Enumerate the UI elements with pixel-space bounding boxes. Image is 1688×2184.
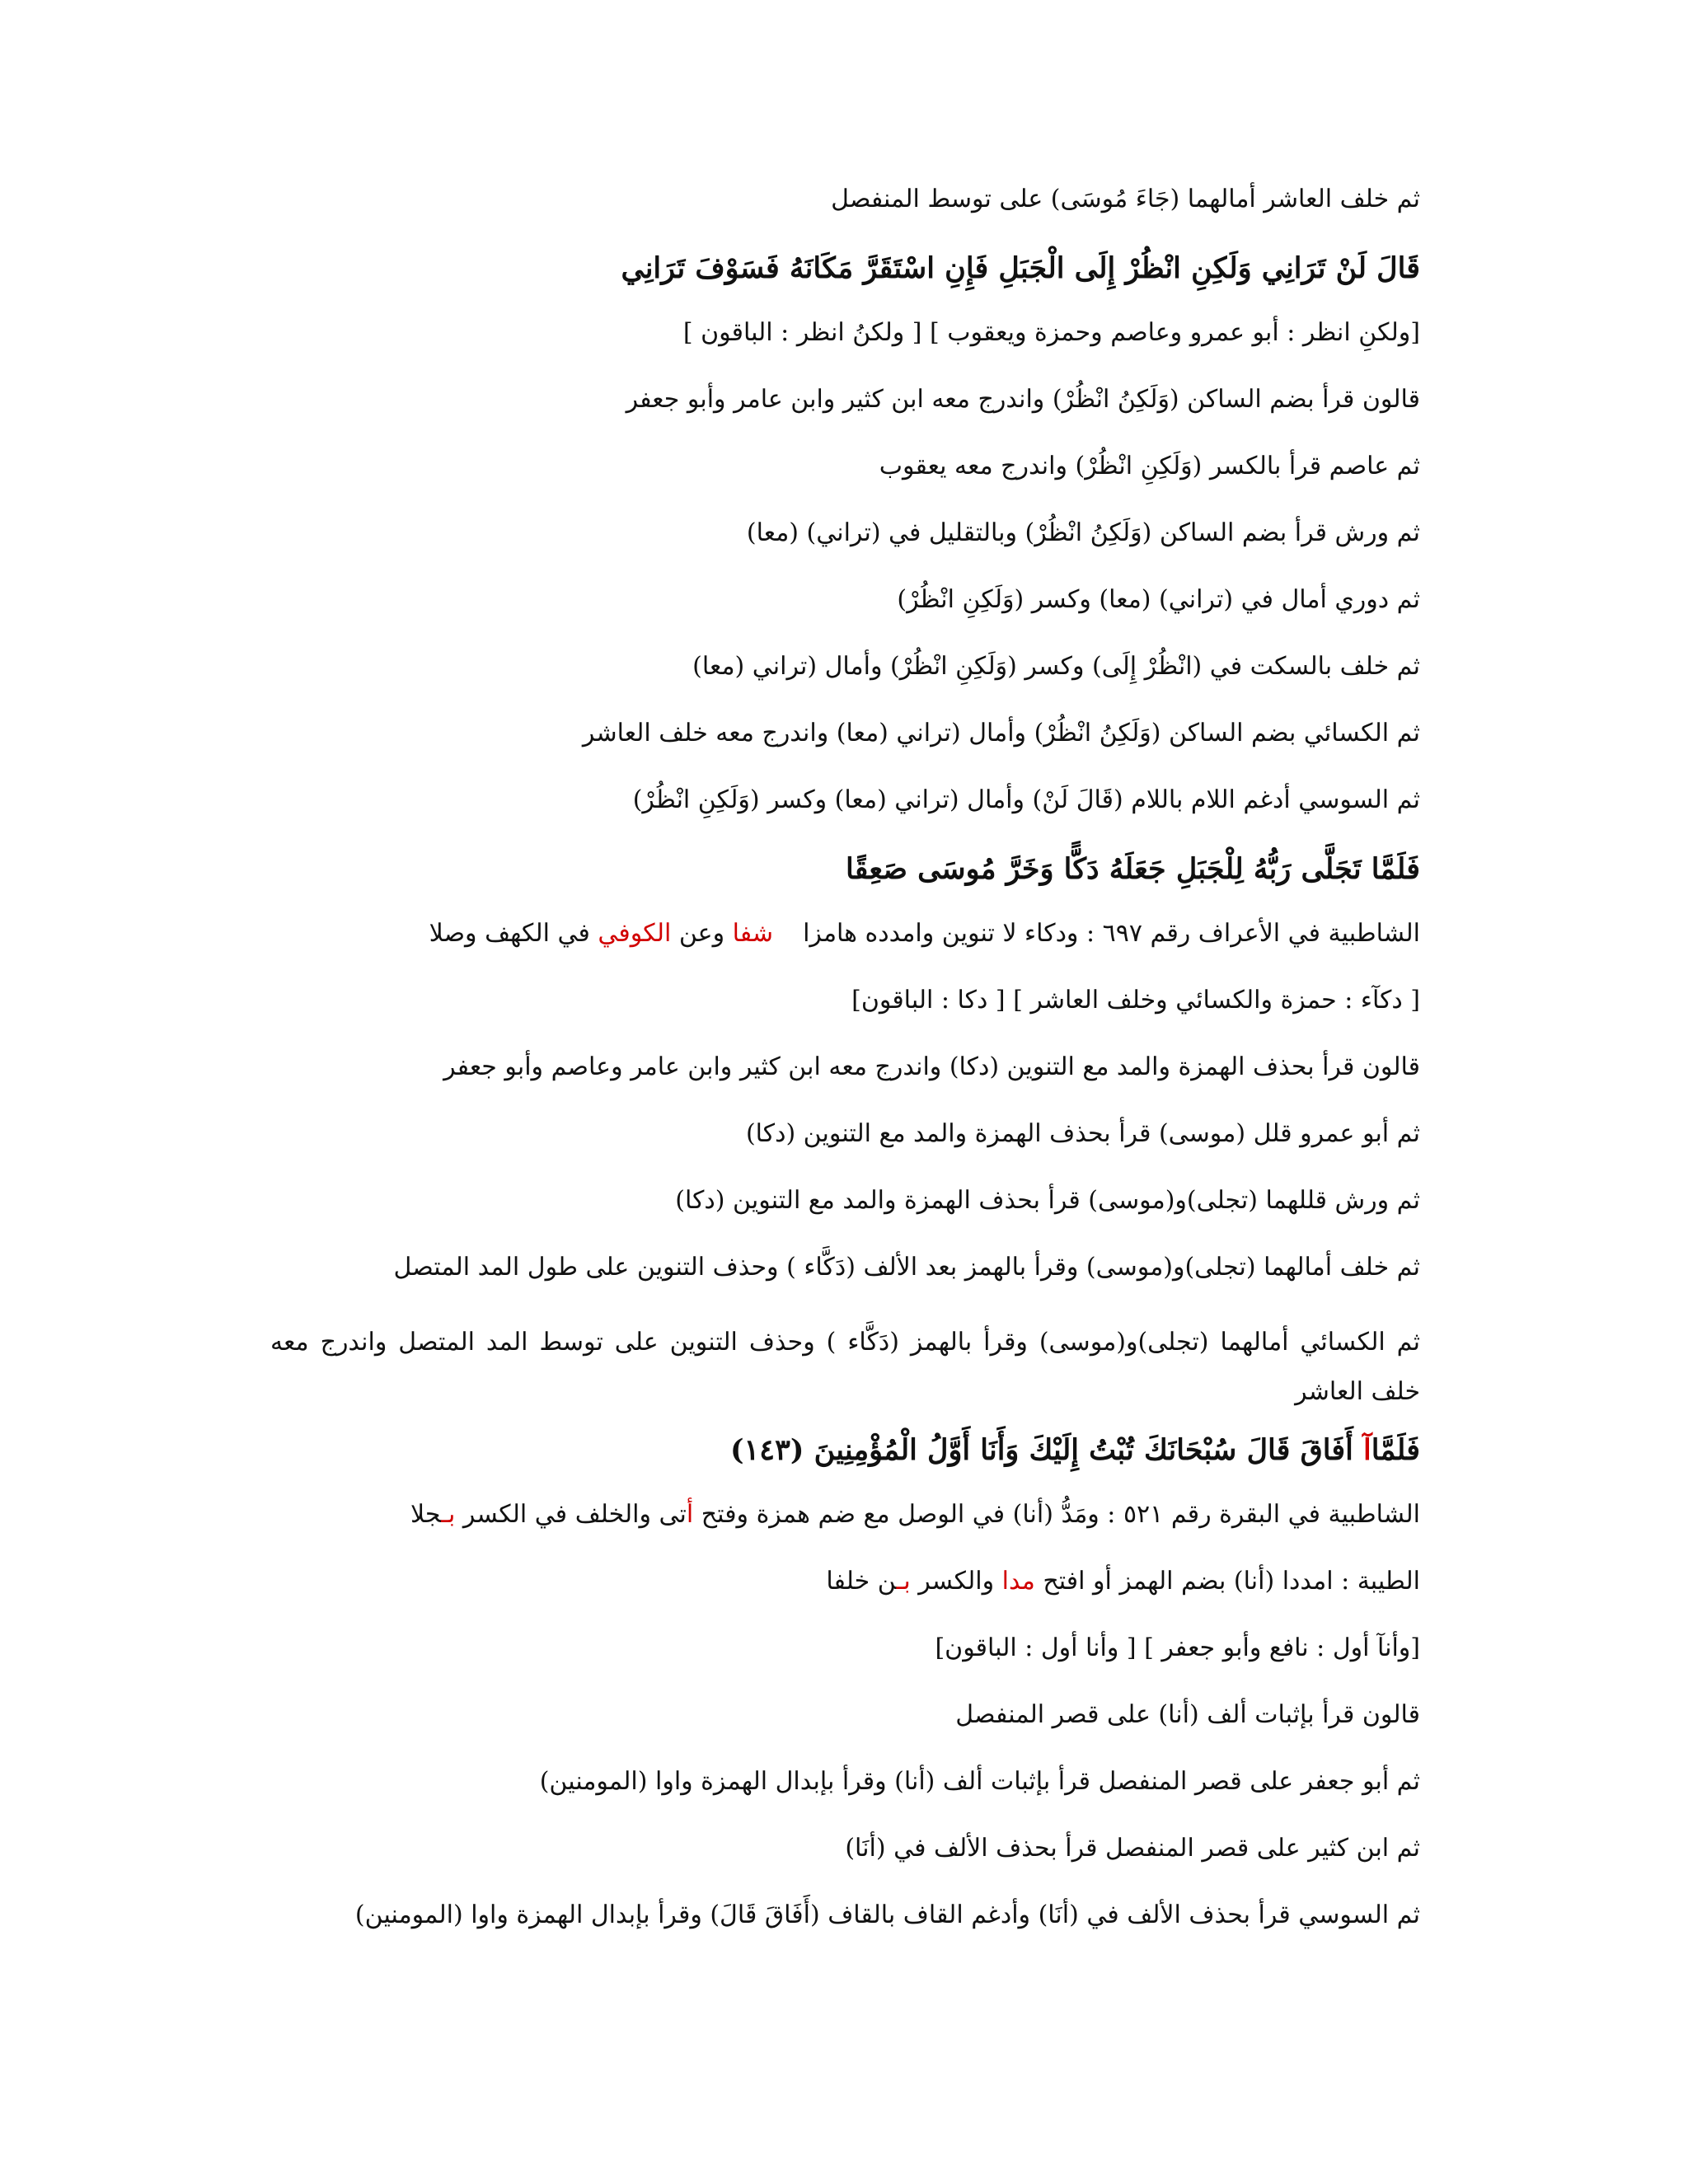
verse-text: فَلَمَّا xyxy=(1371,1433,1420,1467)
line-text: ثم أبو عمرو قلل (موسى) قرأ بحذف الهمزة والمد مع التنوين (دكا) xyxy=(745,1119,1420,1148)
line-text: ثم ورش قللهما (تجلى)و(موسى) قرأ بحذف الهمزة والمد مع التنوين (دكا) xyxy=(675,1186,1420,1215)
line-text: ثم خلف بالسكت في (انْظُرْ إِلَى) وكسر (وَلَكِنِ انْظُرْ) وأمال (تراني (معا) xyxy=(692,652,1420,681)
text-line xyxy=(270,717,1420,784)
text-line xyxy=(270,316,1420,383)
line-text: ثم أبو جعفر على قصر المنفصل قرأ بإثبات ألف (أنا) وقرأ بإبدال الهمزة واوا (المومنين) xyxy=(539,1767,1420,1796)
line-text: ثم دوري أمال في (تراني) (معا) وكسر (وَلَكِنِ انْظُرْ) xyxy=(897,585,1420,614)
line-text: قالون قرأ بحذف الهمزة والمد مع التنوين (دكا) واندرج معه ابن كثير وابن عامر وعاصم وأبو جعفر xyxy=(443,1052,1420,1081)
text-line xyxy=(270,517,1420,583)
line-text: ثم الكسائي أمالهما (تجلى)و(موسى) وقرأ بالهمز (دَكَّاء ) وحذف التنوين على توسط المد المتصل واندرج معه خلف العاشر xyxy=(270,1328,1420,1406)
line-text: ثم خلف العاشر أمالهما (جَاءَ مُوسَى) على توسط المنفصل xyxy=(831,185,1420,213)
verse-text: قَالَ لَنْ تَرَانِي وَلَكِنِ انْظُرْ إِلَى الْجَبَلِ فَإِنِ اسْتَقَرَّ مَكَانَهُ فَسَوْفَ تَرَانِي xyxy=(621,251,1420,285)
line-text: الشاطبية في الأعراف رقم ٦٩٧ : ودكاء لا تنوين وامدده هامزا xyxy=(803,919,1420,948)
text-line xyxy=(270,784,1420,851)
quran-verse xyxy=(270,851,1420,917)
line-text: تى والخلف في الكسر xyxy=(455,1500,687,1529)
line-text: [ دكآء : حمزة والكسائي وخلف العاشر ] [ دكا : الباقون] xyxy=(851,986,1420,1015)
line-text: الطيبة : امددا (أنا) بضم الهمز أو افتح xyxy=(1034,1567,1420,1596)
text-line xyxy=(270,1632,1420,1699)
text-line xyxy=(270,1118,1420,1184)
red-code-word: مدا xyxy=(1001,1567,1035,1596)
red-code-letter: بـ xyxy=(896,1567,911,1596)
verse-text: فَلَمَّا تَجَلَّى رَبُّهُ لِلْجَبَلِ جَعَلَهُ دَكًّا وَخَرَّ مُوسَى صَعِقًا xyxy=(845,852,1420,886)
red-code-word: شفا xyxy=(732,919,774,948)
line-text: وعن xyxy=(671,919,733,948)
text-line xyxy=(270,1251,1420,1318)
line-text: قالون قرأ بإثبات ألف (أنا) على قصر المنفصل xyxy=(955,1700,1420,1729)
text-line xyxy=(270,1765,1420,1832)
line-text: [ولكنِ انظر : أبو عمرو وعاصم وحمزة ويعقوب ] [ ولكنُ انظر : الباقون ] xyxy=(682,318,1420,347)
line-text: [وأنآ أول : نافع وأبو جعفر ] [ وأنا أول : الباقون] xyxy=(935,1633,1420,1662)
text-line xyxy=(270,383,1420,450)
line-text: في الكهف وصلا xyxy=(429,919,598,948)
text-line xyxy=(270,1184,1420,1251)
line-text: جلا xyxy=(410,1500,442,1529)
line-text: ثم ابن كثير على قصر المنفصل قرأ بحذف الألف في (أنَا) xyxy=(845,1834,1420,1863)
red-code-letter: أ xyxy=(686,1500,694,1529)
shatibiyya-line xyxy=(270,1498,1420,1565)
text-line xyxy=(270,650,1420,717)
text-line xyxy=(270,183,1420,250)
verse-text: أَفَاقَ قَالَ سُبْحَانَكَ تُبْتُ إِلَيْكَ وَأَنَا أَوَّلُ الْمُؤْمِنِينَ (١٤٣) xyxy=(729,1433,1364,1467)
line-text: والكسر xyxy=(910,1567,1002,1596)
line-text: ن خلفا xyxy=(826,1567,897,1596)
line-text: ثم ورش قرأ بضم الساكن (وَلَكِنُ انْظُرْ) وبالتقليل في (تراني) (معا) xyxy=(746,518,1420,547)
quran-verse xyxy=(270,250,1420,316)
line-text: ثم خلف أمالهما (تجلى)و(موسى) وقرأ بالهمز بعد الألف (دَكَّاء ) وحذف التنوين على طول المد المتصل xyxy=(393,1253,1420,1282)
line-text: ثم الكسائي بضم الساكن (وَلَكِنُ انْظُرْ) وأمال (تراني (معا) واندرج معه خلف العاشر xyxy=(582,719,1420,748)
quran-verse xyxy=(270,1432,1420,1498)
red-madd-mark: آ xyxy=(1363,1433,1372,1467)
line-text: ثم عاصم قرأ بالكسر (وَلَكِنِ انْظُرْ) واندرج معه يعقوب xyxy=(879,452,1420,480)
line-text: ثم السوسي أدغم اللام باللام (قَالَ لَنْ) وأمال (تراني (معا) وكسر (وَلَكِنِ انْظُرْ) xyxy=(632,785,1420,814)
text-line xyxy=(270,1051,1420,1118)
line-text: قالون قرأ بضم الساكن (وَلَكِنُ انْظُرْ) واندرج معه ابن كثير وابن عامر وأبو جعفر xyxy=(626,385,1420,414)
line-text: الشاطبية في البقرة رقم ٥٢١ : ومَدُّ (أنا) في الوصل مع ضم همزة وفتح xyxy=(693,1500,1420,1529)
document-page xyxy=(270,183,1420,1966)
tayyiba-line xyxy=(270,1565,1420,1632)
text-line xyxy=(270,450,1420,517)
text-line xyxy=(270,1832,1420,1899)
text-line xyxy=(270,984,1420,1051)
text-line-wrapped xyxy=(270,1318,1420,1432)
shatibiyya-line xyxy=(270,917,1420,984)
line-text: ثم السوسي قرأ بحذف الألف في (أنَا) وأدغم القاف بالقاف (أَفَاقَ قَالَ) وقرأ بإبدال الهمزة واوا (المومنين) xyxy=(354,1900,1420,1929)
red-code-letter: بـ xyxy=(441,1500,456,1529)
text-line xyxy=(270,1699,1420,1765)
red-code-word: الكوفي xyxy=(598,919,672,948)
text-line xyxy=(270,583,1420,650)
text-line xyxy=(270,1899,1420,1966)
